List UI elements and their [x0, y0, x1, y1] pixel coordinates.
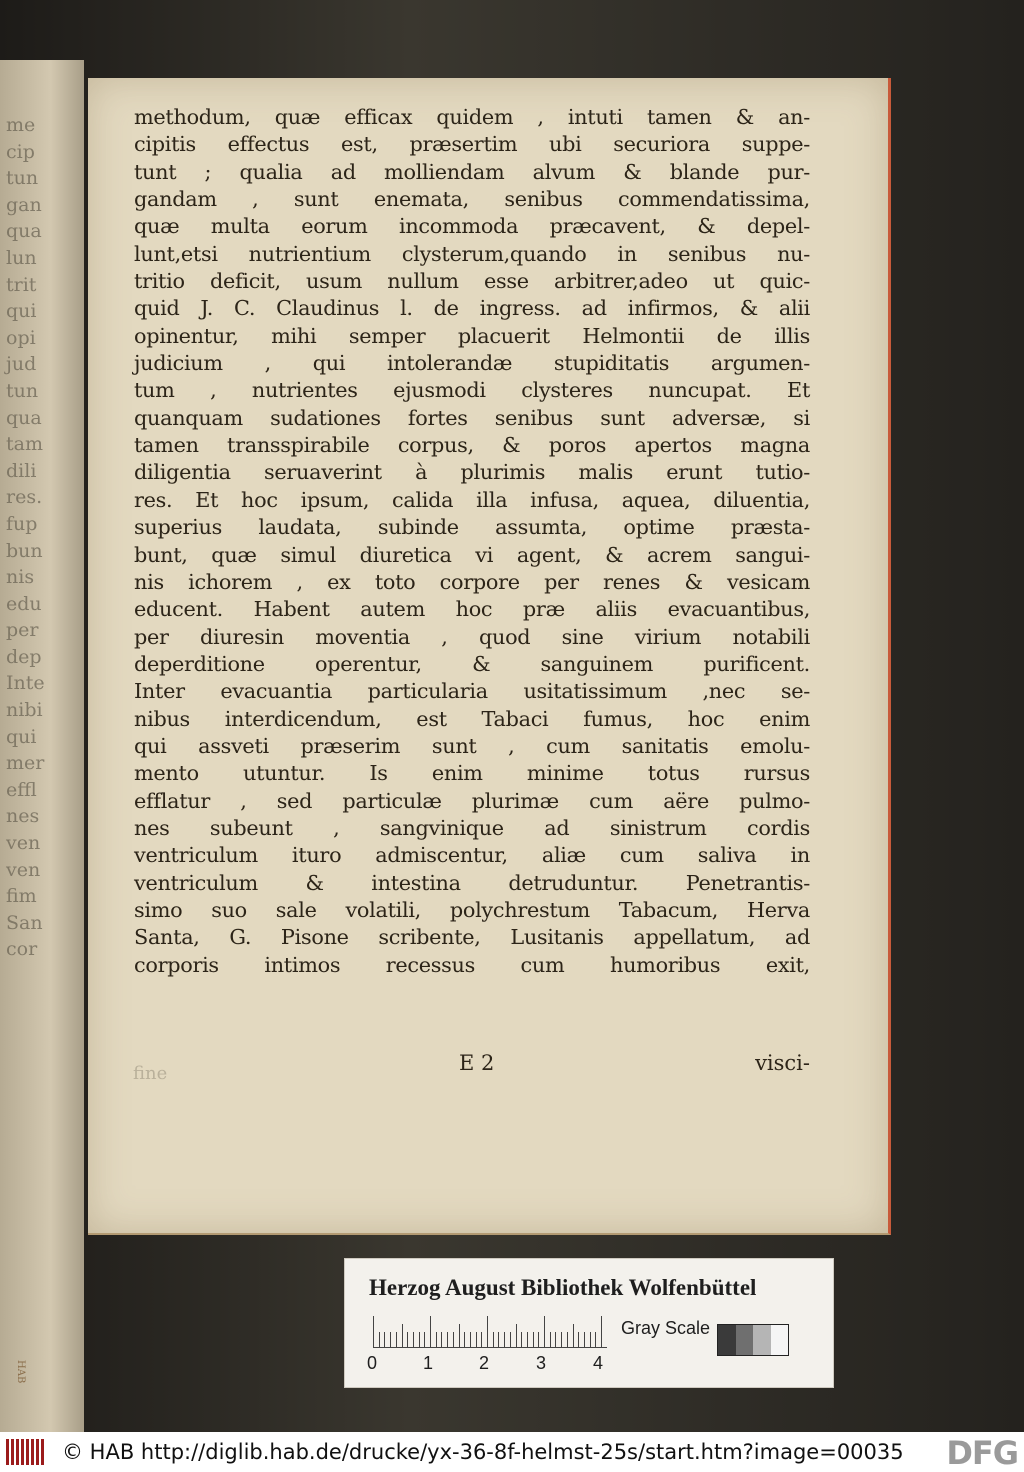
ruler-tick	[590, 1332, 591, 1348]
copyright-url[interactable]: © HAB http://diglib.hab.de/drucke/yx-36-8f-helmst-25s/start.htm?image=00035	[62, 1440, 904, 1464]
text-line: quanquam sudationes fortes senibus sunt adversæ, si	[134, 405, 810, 430]
scale-number-4: 4	[593, 1353, 604, 1373]
left-page-fragment: gan	[6, 193, 42, 216]
ruler-tick	[459, 1324, 460, 1348]
ruler-tick	[550, 1332, 551, 1348]
ruler-tick	[379, 1332, 380, 1348]
left-page-fragment: nes	[6, 805, 40, 828]
text-line: tunt ; qualia ad molliendam alvum & blande pur-	[134, 159, 810, 184]
left-page-fragment: me	[6, 114, 36, 136]
left-page-edge	[0, 60, 84, 1432]
left-page-fragment: mer	[6, 752, 45, 775]
left-page-fragment: ven	[6, 858, 41, 881]
text-line: per diuresin moventia , quod sine virium notabili	[134, 624, 810, 649]
text-line: mento utuntur. Is enim minime totus rursus	[134, 761, 810, 786]
text-line: ventriculum ituro admiscentur, aliæ cum saliva in	[134, 843, 810, 868]
scale-number-3: 3	[536, 1353, 547, 1373]
left-page-fragment: tun	[6, 379, 39, 402]
text-line: tritio deficit, usum nullum esse arbitrer,adeo ut quic-	[134, 269, 810, 294]
left-page-fragment: qui	[6, 300, 37, 323]
ruler-tick	[538, 1332, 539, 1348]
library-stamp: HAB	[15, 1360, 26, 1384]
text-line: quæ multa eorum incommoda præcavent, & depel-	[134, 214, 810, 239]
text-line: qui assveti præserim sunt , cum sanitatis emolu-	[134, 733, 810, 758]
ruler-tick	[498, 1332, 499, 1348]
ruler-tick	[384, 1332, 385, 1348]
left-page-fragment: Inte	[6, 672, 45, 695]
ruler-tick	[424, 1332, 425, 1348]
ruler-tick	[476, 1332, 477, 1348]
text-line: efflatur , sed particulæ plurimæ cum aëre pulmo-	[134, 788, 810, 813]
page-body-text	[134, 104, 810, 979]
text-line: judicium , qui intolerandæ stupiditatis argumen-	[134, 351, 810, 376]
ruler-tick	[584, 1332, 585, 1348]
ruler-tick	[470, 1332, 471, 1348]
scale-number-0: 0	[367, 1353, 378, 1373]
left-page-text-fragments	[6, 112, 76, 963]
left-page-fragment: dep	[6, 645, 42, 668]
left-page-fragment: San	[6, 911, 43, 934]
ruler-tick	[510, 1332, 511, 1348]
ruler-tick	[453, 1332, 454, 1348]
ruler-tick	[516, 1324, 517, 1348]
ruler-tick	[595, 1332, 596, 1348]
ruler-tick	[533, 1332, 534, 1348]
ruler-tick	[481, 1332, 482, 1348]
left-page-fragment: opi	[6, 326, 36, 349]
ruler-tick	[464, 1332, 465, 1348]
viewer-footer	[0, 1432, 1024, 1472]
bleed-through-text: fine	[133, 1063, 168, 1084]
gray-scale-swatches	[717, 1324, 789, 1356]
left-page-fragment: trit	[6, 273, 37, 296]
gray-swatch	[736, 1325, 754, 1355]
ruler-tick	[521, 1332, 522, 1348]
text-line: cipitis effectus est, præsertim ubi securiora suppe-	[134, 132, 810, 157]
library-name: Herzog August Bibliothek Wolfenbüttel	[369, 1275, 757, 1300]
ruler-tick	[527, 1332, 528, 1348]
left-page-fragment: dili	[6, 459, 37, 482]
ruler-tick	[544, 1316, 545, 1348]
text-line: nis ichorem , ex toto corpore per renes & vesicam	[134, 569, 810, 594]
ruler-tick	[493, 1332, 494, 1348]
left-page-fragment: qua	[6, 220, 42, 243]
hab-barcode-logo-icon	[6, 1439, 46, 1465]
ruler-tick	[436, 1332, 437, 1348]
left-page-fragment: per	[6, 619, 39, 642]
ruler-tick	[504, 1332, 505, 1348]
left-page-fragment: nis	[6, 566, 35, 589]
ruler-tick	[555, 1332, 556, 1348]
gray-scale-label: Gray Scale	[621, 1318, 711, 1338]
left-page-fragment: jud	[6, 353, 37, 376]
book-page	[88, 78, 891, 1235]
gray-swatch	[753, 1325, 771, 1355]
left-page-fragment: tun	[6, 167, 39, 190]
text-line: tum , nutrientes ejusmodi clysteres nuncupat. Et	[134, 378, 810, 403]
text-line: Inter evacuantia particularia usitatissimum ,nec se-	[134, 679, 810, 704]
ruler-tick	[390, 1332, 391, 1348]
left-page-fragment: cor	[6, 938, 38, 961]
left-page-fragment: bun	[6, 539, 43, 562]
left-page-fragment: ven	[6, 832, 41, 855]
text-line: nibus interdicendum, est Tabaci fumus, hoc enim	[134, 706, 810, 731]
gray-swatch	[718, 1325, 736, 1355]
text-line: gandam , sunt enemata, senibus commendatissima,	[134, 187, 810, 212]
text-line: Santa, G. Pisone scribente, Lusitanis appellatum, ad	[134, 925, 810, 950]
scale-number-1: 1	[423, 1353, 434, 1373]
page-footer-line	[134, 1051, 810, 1079]
gray-swatch	[771, 1325, 789, 1355]
ruler-tick	[601, 1316, 602, 1348]
ruler-tick	[578, 1332, 579, 1348]
left-page-fragment: lun	[6, 246, 37, 269]
ruler-tick	[447, 1332, 448, 1348]
text-line: bunt, quæ simul diuretica vi agent, & acrem sangui-	[134, 542, 810, 567]
text-line: quid J. C. Claudinus l. de ingress. ad infirmos, & alii	[134, 296, 810, 321]
left-page-fragment: res.	[6, 486, 43, 509]
left-page-fragment: tam	[6, 433, 43, 456]
left-page-fragment: effl	[6, 778, 37, 801]
ruler-tick	[441, 1332, 442, 1348]
text-line: superius laudata, subinde assumta, optime præsta-	[134, 515, 810, 540]
ruler-tick	[419, 1332, 420, 1348]
text-line: tamen transspirabile corpus, & poros apertos magna	[134, 433, 810, 458]
ruler-tick	[561, 1332, 562, 1348]
catchword: visci-	[755, 1051, 810, 1075]
ruler-tick	[430, 1316, 431, 1348]
ruler-tick	[487, 1316, 488, 1348]
text-line: corporis intimos recessus cum humoribus exit,	[134, 952, 810, 977]
left-page-fragment: fim	[6, 885, 37, 908]
text-line: educent. Habent autem hoc præ aliis evacuantibus,	[134, 597, 810, 622]
left-page-fragment: nibi	[6, 699, 43, 722]
ruler-tick	[373, 1316, 374, 1348]
text-line: ventriculum & intestina detruduntur. Penetrantis-	[134, 870, 810, 895]
text-line: methodum, quæ efficax quidem , intuti tamen & an-	[134, 105, 810, 129]
left-page-fragment: edu	[6, 592, 42, 615]
ruler-tick	[567, 1332, 568, 1348]
ruler-tick	[402, 1324, 403, 1348]
text-line: deperditione operentur, & sanguinem purificent.	[134, 651, 810, 676]
text-line: opinentur, mihi semper placuerit Helmontii de illis	[134, 323, 810, 348]
ruler-scale	[373, 1314, 607, 1348]
left-page-fragment: fup	[6, 512, 38, 535]
dfg-logo: DFG	[946, 1434, 1018, 1472]
text-line: simo suo sale volatili, polychrestum Tabacum, Herva	[134, 897, 810, 922]
ruler-tick	[413, 1332, 414, 1348]
ruler-tick	[407, 1332, 408, 1348]
text-line: lunt,etsi nutrientium clysterum,quando in senibus nu-	[134, 241, 810, 266]
left-page-fragment: qua	[6, 406, 42, 429]
left-page-fragment: qui	[6, 725, 37, 748]
signature-mark: E 2	[459, 1051, 495, 1075]
ruler-tick	[396, 1332, 397, 1348]
text-line: nes subeunt , sangvinique ad sinistrum cordis	[134, 815, 810, 840]
scale-number-2: 2	[479, 1353, 490, 1373]
library-label-card	[344, 1258, 834, 1388]
text-line: diligentia seruaverint à plurimis malis erunt tutio-	[134, 460, 810, 485]
ruler-tick	[573, 1324, 574, 1348]
text-line: res. Et hoc ipsum, calida illa infusa, aquea, diluentia,	[134, 487, 810, 512]
left-page-fragment: cip	[6, 140, 35, 163]
